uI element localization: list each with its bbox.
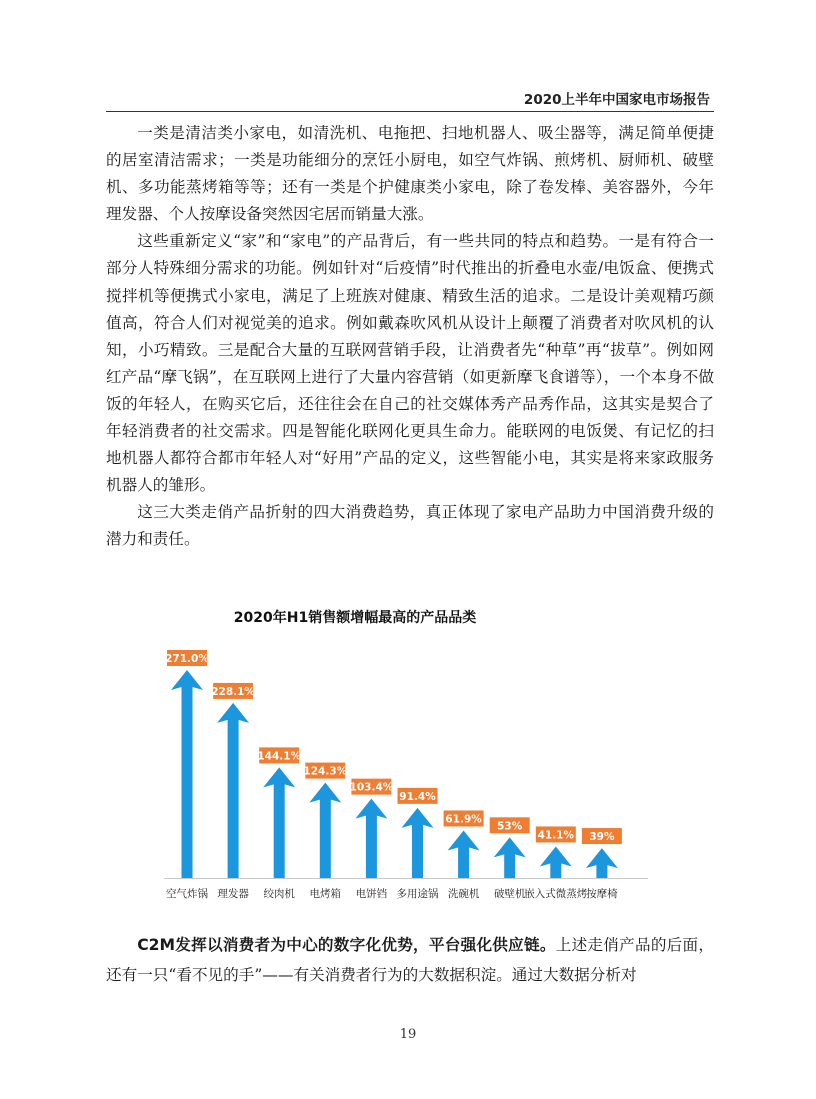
- paragraph-4-rest: 上述走俏产品的后面，还有一只“看不见的手”——有关消费者行为的大数据积淀。通过大数据分析对: [106, 936, 714, 984]
- value-label-4: 124.3%: [303, 765, 348, 778]
- category-label-5: 电饼铛: [355, 888, 388, 900]
- category-label-10: 按摩椅: [586, 888, 618, 900]
- bar-arrow-5: [355, 799, 387, 878]
- paragraph-3: 这三大类走俏产品折射的四大消费趋势，真正体现了家电产品助力中国消费升级的潜力和责任。: [106, 503, 714, 549]
- value-label-1: 271.0%: [165, 653, 209, 665]
- bars-layer: [164, 650, 648, 900]
- bar-arrow-9: [540, 846, 572, 878]
- bar-arrow-6: [402, 808, 434, 878]
- body-text: [106, 120, 714, 554]
- value-label-8: 53%: [497, 820, 523, 833]
- value-label-6: 91.4%: [399, 790, 436, 803]
- paragraph-4-lead: C2M发挥以消费者为中心的数字化优势，平台强化供应链。: [137, 936, 556, 954]
- category-label-4: 电烤箱: [309, 888, 342, 900]
- category-label-2: 理发器: [217, 888, 249, 900]
- running-header-title: 2020上半年中国家电市场报告: [523, 92, 710, 108]
- value-label-9: 41.1%: [537, 829, 575, 842]
- bar-arrow-2: [217, 703, 249, 878]
- bar-arrow-3: [263, 767, 295, 878]
- paragraph-1: 一类是清洁类小家电，如清洗机、电拖把、扫地机器人、吸尘器等，满足简单便捷的居室清洁需求；一类是功能细分的烹饪小厨电，如空气炸锅、煎烤机、厨师机、破壁机、多功能蒸烤箱等等；还有一类是个护健康类小家电，除了卷发棒、美容器外，今年理发器、个人按摩设备突然因宅居而销量大涨。: [106, 124, 714, 224]
- value-label-10: 39%: [589, 831, 615, 844]
- category-label-1: 空气炸锅: [166, 888, 208, 900]
- paragraph-2: 这些重新定义“家”和“家电”的产品背后，有一些共同的特点和趋势。一是有符合一部分人特殊细分需求的功能。例如针对“后疫情”时代推出的折叠电水壶/电饭盒、便携式搅拌机等便携式小家电，满足了上班族对健康、精致生活的追求。二是设计美观精巧颜值高，符合人们对视觉美的追求。例如戴森吹风机从设计上颠覆了消费者对吹风机的认知，小巧精致。三是配合大量的互联网营销手段，让消费者先“种草”再“拔草”。例如网红产品“摩飞锅”，在互联网上进行了大量内容营销（如更新摩飞食谱等），一个本身不做饭的年轻人，在购买它后，还往往会在自己的社交媒体秀产品秀作品，这其实是契合了年轻消费者的社交需求。四是智能化联网化更具生命力。能联网的电饭煲、有记忆的扫地机器人都符合都市年轻人对“好用”产品的定义，这些智能小电，其实是将来家政服务机器人的雏形。: [106, 232, 714, 495]
- category-label-8: 破壁机: [493, 888, 526, 900]
- bar-arrow-4: [309, 783, 341, 878]
- value-label-3: 144.1%: [257, 750, 302, 763]
- category-label-9: 嵌入式微蒸烤: [524, 888, 588, 900]
- category-label-3: 绞肉机: [263, 888, 295, 900]
- category-label-7: 洗碗机: [447, 888, 480, 900]
- value-label-7: 61.9%: [445, 813, 482, 826]
- value-label-5: 103.4%: [349, 781, 394, 794]
- page-number: 19: [399, 1027, 417, 1042]
- chart-svg: [150, 600, 680, 910]
- header-divider: [106, 111, 714, 112]
- bar-arrow-8: [494, 837, 526, 878]
- value-label-2: 228.1%: [211, 685, 255, 698]
- bottom-text: [106, 930, 714, 990]
- bar-arrow-7: [448, 830, 480, 878]
- chart-title: 2020年H1销售额增幅最高的产品品类: [233, 610, 477, 626]
- bar-arrow-1: [171, 670, 203, 878]
- category-label-6: 多用途锅: [396, 888, 439, 900]
- growth-bar-chart: [150, 600, 680, 910]
- bar-arrow-10: [586, 848, 618, 878]
- paragraph-4: [106, 930, 714, 990]
